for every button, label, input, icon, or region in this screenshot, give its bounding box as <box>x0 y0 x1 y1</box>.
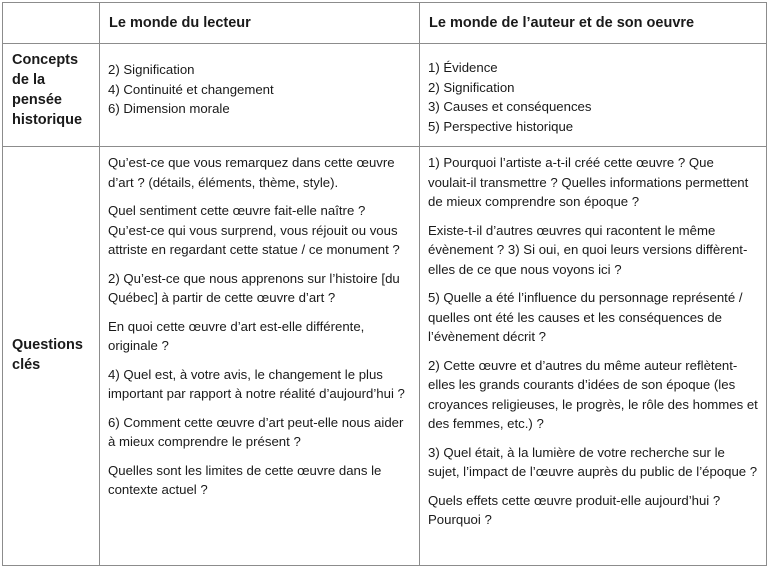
questions-author-cell <box>420 147 767 566</box>
reader-concept-item: 6) Dimension morale <box>108 101 230 116</box>
questions-row-label <box>3 147 99 375</box>
author-concept-item: 1) Évidence <box>428 60 498 75</box>
reader-question: 2) Qu’est-ce que nous apprenons sur l’histoire [du Québec] à partir de cette œuvre d’art ? <box>108 270 400 305</box>
header-reader-world: Le monde du lecteur <box>109 15 251 31</box>
author-question: 2) Cette œuvre et d’autres du même auteur reflètent-elles les grands courants d’idées de son époque (les croyances religieuses, le progrès, le rôle des hommes et des femmes, etc.) ? <box>428 357 758 431</box>
author-question: 5) Quelle a été l’influence du personnage représenté / quelles ont été les causes et les conséquences de l’évènement décrit ? <box>428 290 743 344</box>
concepts-label-line: Concepts <box>12 52 79 68</box>
concepts-label-line: historique <box>12 112 83 128</box>
header-row <box>3 3 767 44</box>
header-cell-reader <box>100 3 420 44</box>
concepts-label-cell <box>3 44 100 147</box>
reader-question: Quelles sont les limites de cette œuvre dans le contexte actuel ? <box>108 462 382 497</box>
reader-question: Qu’est-ce que vous remarquez dans cette œuvre d’art ? (détails, éléments, thème, style). <box>108 155 395 190</box>
questions-row <box>3 147 767 566</box>
reader-question: Quel sentiment cette œuvre fait-elle naître ? Qu’est-ce qui vous surprend, vous réjouit ou vous attriste en regardant cette statue / ce monument ? <box>108 203 400 257</box>
questions-label-cell <box>3 147 100 566</box>
comparison-table <box>2 2 767 566</box>
questions-label-line: Questions <box>12 337 83 353</box>
header-cell-author <box>420 3 767 44</box>
reader-question: 4) Quel est, à votre avis, le changement le plus important par rapport à notre réalité d’aujourd’hui ? <box>108 366 405 401</box>
author-concepts-list <box>420 44 766 136</box>
concepts-row-label <box>3 44 99 130</box>
author-concept-item: 2) Signification <box>428 79 515 95</box>
author-question: 3) Quel était, à la lumière de votre recherche sur le sujet, l’impact de l’œuvre auprès du public de l’époque ? <box>428 444 758 479</box>
concepts-author-cell <box>420 44 767 147</box>
header-author-world: Le monde de l’auteur et de son oeuvre <box>429 15 695 31</box>
reader-concept-item: 2) Signification <box>108 62 195 77</box>
author-question: Quels effets cette œuvre produit-elle aujourd’hui ? Pourquoi ? <box>428 492 721 527</box>
author-concept-item: 3) Causes et conséquences <box>428 99 592 114</box>
author-question: 1) Pourquoi l’artiste a-t-il créé cette œuvre ? Que voulait-il transmettre ? Quelles informations permettent de mieux comprendre son époque ? <box>428 155 749 209</box>
reader-concept-item: 4) Continuité et changement <box>108 81 274 97</box>
questions-label-line: clés <box>12 357 41 373</box>
author-concept-item: 5) Perspective historique <box>428 118 574 134</box>
concepts-reader-cell <box>100 44 420 147</box>
reader-question: En quoi cette œuvre d’art est-elle différente, originale ? <box>108 318 365 353</box>
header-cell-empty <box>3 3 100 44</box>
author-questions-list <box>420 147 766 530</box>
reader-questions-list <box>100 147 419 500</box>
concepts-label-line: de la <box>12 72 46 88</box>
concepts-row <box>3 44 767 147</box>
author-question: Existe-t-il d’autres œuvres qui racontent le même évènement ? 3) Si oui, en quoi leurs versions diffèrent-elles de ce que nous voyons ici ? <box>428 222 748 277</box>
questions-reader-cell <box>100 147 420 566</box>
concepts-label-line: pensée <box>12 92 62 108</box>
reader-concepts-list <box>100 44 419 119</box>
reader-question: 6) Comment cette œuvre d’art peut-elle nous aider à mieux comprendre le présent ? <box>108 414 404 449</box>
